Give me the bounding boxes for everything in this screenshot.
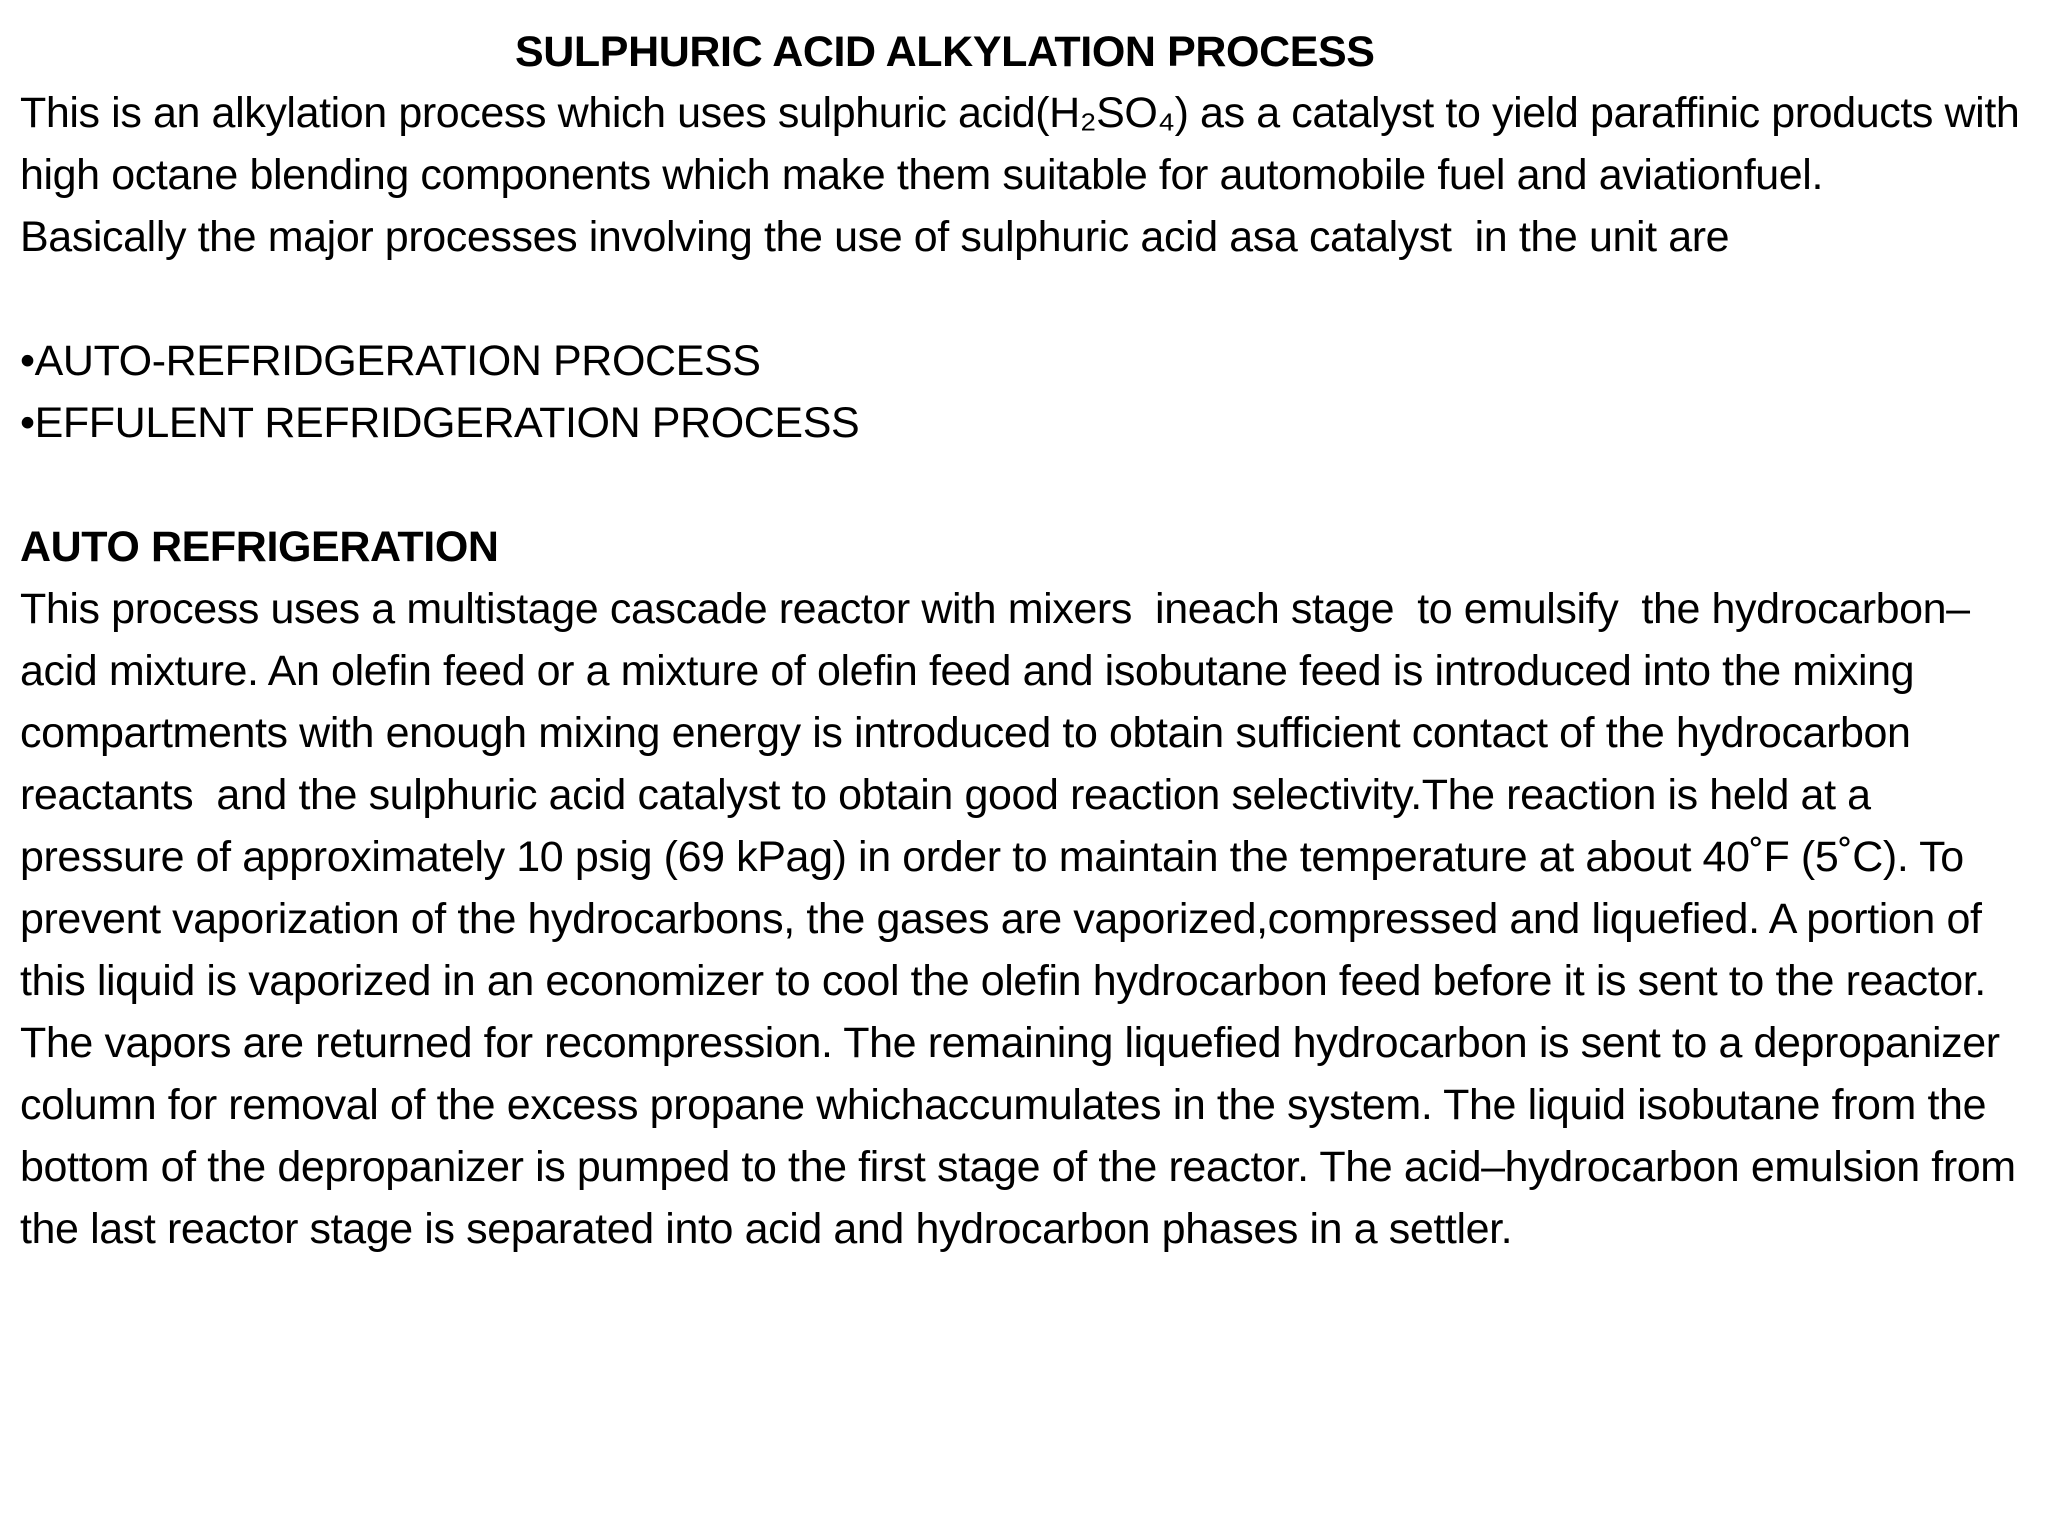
spacer (20, 454, 2035, 516)
intro-lead-in: Basically the major processes involving the use of sulphuric acid asa catalyst in the unit are (20, 213, 1730, 261)
list-item: •EFFULENT REFRIDGERATION PROCESS (20, 399, 860, 447)
section-body: This process uses a multistage cascade reactor with mixers ineach stage to emulsify the hydrocarbon–acid mixture. An olefin feed or a mixture of olefin feed and isobutane feed is introduced into the mixing compartments with enough mixing energy is introduced to obtain sufficient contact of the hydrocarbon reactants and the sulphuric acid catalyst to obtain good reaction selectivity.The reaction is held at a pressure of approximately 10 psig (69 kPag) in order to maintain the temperature at about 40˚F (5˚C). To prevent vaporization of the hydrocarbons, the gases are vaporized,compressed and liquefied. A portion of this liquid is vaporized in an economizer to cool the olefin hydrocarbon feed before it is sent to the reactor. The vapors are returned for recompression. The remaining liquefied hydrocarbon is sent to a depropanizer column for removal of the excess propane whichaccumulates in the system. The liquid isobutane from the bottom of the depropanizer is pumped to the first stage of the reactor. The acid–hydrocarbon emulsion from the last reactor stage is separated into acid and hydrocarbon phases in a settler. (20, 585, 2028, 1253)
list-item: •AUTO-REFRIDGERATION PROCESS (20, 337, 761, 385)
page-title: SULPHURIC ACID ALKYLATION PROCESS (515, 28, 1375, 76)
section-heading: AUTO REFRIGERATION (20, 523, 499, 571)
process-list (20, 330, 2035, 454)
slide-content (20, 22, 2035, 1260)
spacer (20, 268, 2035, 330)
intro-paragraph: This is an alkylation process which uses sulphuric acid(H₂SO₄) as a catalyst to yield paraffinic products with high octane blending components which make them suitable for automobile fuel and aviationfuel. (20, 89, 2031, 199)
